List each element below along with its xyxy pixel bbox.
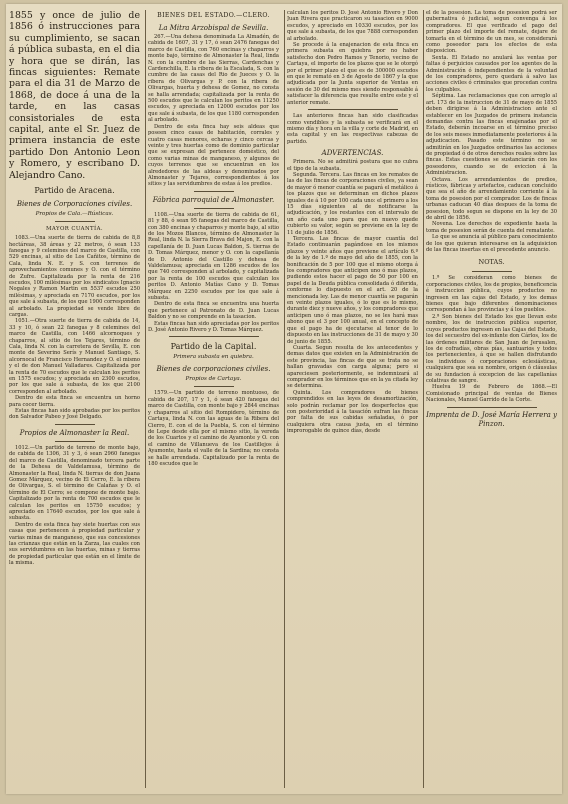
note-paragraph: 2.ª Son bienes del Estado los que llevan este nombre, los de instruccion pública superior, cuyos productos ingresen en las Cajas del Estado, los del secuestro del ex-infante don Cárlos, los de las órdenes militares de San Juan de Jerusalen, los de cofradías, obras pías, santuarios y todos los pertenecientes, á que se hallen disfrutando los individuos ó corporaciones eclesiásticas, cualquiera que sea su nombre, origen ó cláusulas de su fundacion á excepcion de las capellanías colativas de sangre. bbox=[426, 313, 557, 384]
divider bbox=[447, 407, 537, 408]
clause-paragraph: Cuarta. Segun resulta de los antecedentes y demas datos que existen en la Administración de este provincia, las fincas de que se trata no se hallan gravadas con carga alguna; pero si apareciesen posteriormente, se indemnizará al comprador en los términos que en la ya citada ley se determina. bbox=[287, 344, 418, 390]
note-paragraph: Dentro de esta finca hay seis aldeas que poseen cinco casas de habitación, corrales y cuatro casas menores, echaras y cinco cercas y veinte y tres huertas como de dominio particular que se expresan del pertenece doméstico, del como varias minas de manganeso, y algunos de cuyos terrenos que se encuentran en los alrededores de las aldeas y denominados por Almonaster y Tejares, correspondientes á los sitios y las servidumbres de estas á los predios. bbox=[148, 123, 279, 188]
column-rule bbox=[423, 10, 424, 788]
column-4 bbox=[426, 10, 557, 788]
subheading: Bienes de corporaciones civiles. bbox=[156, 365, 271, 374]
lot-paragraph: 1579.—Un partido de terreno montuoso, de cabida de 207, 17 y 1, ó sean 420 fanegas del marco de Castilla, con monte bajo y 2844 encinas y chaparros al sitio del Rompidero, término de Cartaya, linda N. con las aguas de la Ribera del Cierro, E. con el de la Puebla, S. con el término de Lepe desde ella por el mismo sitio, la vereda de los Cuartos y el camino de Ayamonte y O. con el camino de Villanueva de los Castillejos á Ayamonte, hasta el valle de la Sardina; no consta se halle arrendada. Capitalizado por la renta de 180 escudos que le bbox=[148, 390, 279, 467]
clause-paragraph: Segunda. Tercera. Las fincas en los remates de las de las fincas de corporaciones civiles, ya sean de mayor ó menor cuantía se pagará el metálico á los plazos que se determinan en dichos plazos iguales de á 10 por 100 cada uno: el primero a los 15 días siguientes al de notificarse la adjudicación, y los restantes con el intervalo de un año cada uno para que en nuevo quede cubierto su valor, según se previene en la ley de 11 de julio de 1856. bbox=[287, 171, 418, 236]
lead-paragraph: 1855 y once de julio de 1856 ó instrucciones para su cumplimiento, se sacan á pública subasta, en el dia y hora que se dirán, las fincas siguientes: Remate para el dia 31 de Marzo de 1868, de doce á una de la tarde, en las casas consistoriales de esta capital, ante el Sr. Juez de primera instancia de este partido Don Antonio Leon y Romero, y escribano D. Alejandro Cano. bbox=[9, 10, 140, 181]
note-paragraph: Dentro de esta finca hay siete huertas con sus casas que pertenecen á propiedad particular y varias minas de manganeso, que sus concesiones las crianzas que están en la Zarza, las cuales con sus servidumbres en las huertas, minas y tierras de propiedad particular que están en el límite de la misma. bbox=[9, 521, 140, 567]
divider bbox=[472, 271, 512, 272]
note-paragraph: Las anteriores fincas han sido clasificadas como vendibles y la subasta se verificará en el mismo día y hora en la villa y corte de Madrid, en esta capital y en las respectivas cabezas de partido. bbox=[287, 113, 418, 145]
signature-paragraph: Huelva 19 de Febrero de 1868.—El Comisionado principal de ventas de Bienes Nacionales, Manuel Garrido de la Corte. bbox=[426, 384, 557, 404]
column-3 bbox=[287, 10, 418, 788]
printer-imprint: Imprenta de D. José María Herrera y Pinzon. bbox=[426, 410, 557, 428]
lot-paragraph: 1083.—Una suerte de tierra de cabida de 8,8 hectáreas, 38 áreas y 22 metros, ó sean 133 fanegas y 9 celemines del marco de Castilla, con 529 encinas, al sitio de Los Cañitos, término de Cala, linda N. E. y S. con terrenos de aprovechamientos comunes y O. con el término de Zufre. Capitalizada por la renta de 216 escudos, 100 milésimas por los sindicatos Ignacio Nogales y Ramon Martin en 5537 escudos 250 milésimas, y apreciada en 7170 escudos, por los que sale á subasta, de los que 1900 corresponden al arbolado. La propiedad se vende libre de cargas. bbox=[9, 235, 140, 318]
divider bbox=[55, 441, 95, 442]
subheading: Bienes de Corporaciones civiles. bbox=[16, 200, 133, 209]
clause-paragraph: Séptima. Las reclamaciones que con arreglo al art. 173 de la instruccion de 31 de mayo de 1855 deben dirigirse á la Administracion ante el establecer en los Juzgados de primera instancia demandas contra las fincas enajenadas por el Estado, deberán incoarse en el término preciso de los seis meses inmediatamente posteriores á la adjudicacion. Pasado este término no se admitirán en los Juzgados ordinarios las acciones de propiedad ó de otros derechos reales sobre las fincas. Estas cuestiones se sustanciarán con los poseedores, cuando se de eviccion á la Administracion. bbox=[426, 93, 557, 177]
clause-paragraph: el de la posesion. La toma de posesion podrá ser gubernativa ó judicial, segun convenga á los compradores. El que verificado el pago del primer plazo del importe del remate, dejare de tomarla en el término de un mes, se considerará como poseedor para los efectos de esta disposicion. bbox=[426, 10, 557, 55]
lot-paragraph: 1051.—Otra suerte de tierra de cabida de 14, 33 y 10, ó sean 22 fanegas y 8 celemines del marco de Castilla, con 1466 alcornoques y chaparros, al sitio de los Tejares, término de Cala, linda N. con la carretera de Sevilla, E. con monte de Severino Serís y Manuel Santiago, S. alcornocal de Francisco Hernandez y O. el mismo y el de don Manuel Valladares. Capitalizada por la renta de 70 escudos que le calculan los peritos en 1575 escudos; y apreciada en 2300 escudos, por los que sale á subasta, de los que 2100 corresponden al arbolado. bbox=[9, 318, 140, 395]
divider bbox=[55, 221, 95, 222]
column-1 bbox=[9, 10, 140, 788]
clause-paragraph: Novena. Los derechos de expediente hasta la toma de posesion serán de cuenta del rematante. bbox=[426, 221, 557, 234]
lot-paragraph: calculan los peritos D. José Antonio Rivero y Don Juan Rivera que practicaron su tasacion en 9000 escudos, y apreciado en 10330 escudos, por los que sale á subasta, de los que 7888 corresponden al arbolado. bbox=[287, 10, 418, 42]
subheading: Fábrica parroquial de Almonaster. bbox=[152, 195, 275, 204]
column-rule bbox=[145, 10, 146, 788]
divider bbox=[194, 386, 234, 387]
lot-paragraph: 267.—Una dehesa denominada La Almadén, de cabida de 1607, 31 y 17, ó sean 2476 fanegas del marco de Castilla, con 760 encinas y chaparros y monte bajo, término de Almonaster la Real, linda N. con la cumbre de las Sierras, Cardenchas y Cardenchilla, E. la ribera de la Escalada, S. con la cumbre de las casas del Rio de Jueces y O. la ribera de Olivargas y P. con la ribera de Olivargas, huerta y dehesa de Gomez, no consta se halla arrendada; capitalizada por la renta de 500 escudos que le calculan los peritos en 11250 escudos, y apreciada en 12000 escudos por los que sale á subasta, de los que 1180 corresponden al arbolado. bbox=[148, 34, 279, 124]
section-heading: BIENES DEL ESTADO.—CLERO. bbox=[157, 12, 270, 19]
note-paragraph: Se procede á la enajenacion de esta finca en primera subasta en quiebra por no haber satisfecho don Pedro Ramos y Tenorio, vecino de Cartaya, el importe de los plazos que se le otorgó por el primer plazo el que es de 300000 escudos en que le remató en 3 de Agosto de 1867 y la que adjudicada por la Junta superior de Ventas en sesión de 30 del mismo mes siendo responsable á satisfacer la diferencia que resulte entre este y el anterior remate. bbox=[287, 42, 418, 106]
note-paragraph: Estas fincas han sido aprobadas por los peritos don Salvador Pabeo y José Delgado. bbox=[9, 408, 140, 421]
note-paragraph: Dentro de esta finca se encuentra un horno para cocer tierra. bbox=[9, 395, 140, 408]
lot-paragraph: 1012.—Un partido de terreno de monte bajo, de cabida de 1306, 31 y 3, ó sean 2960 fanegas del marco de Castilla, denominado tercera parte de la Dehesa de Valdelamusa, término de Almonaster la Real, linda N. tierras de don Juana Gomez Márquez, vecino de El Cerro, E. la ribera de Olivargas, S. el término de Calañas y O. el término de El Cerro; se compone de monte bajo. Capitalizado por la renta de 700 escudos que le calculan los peritos en 15750 escudos; y apreciado en 17640 escudos, por los que sale á subasta. bbox=[9, 444, 140, 522]
clause-paragraph: Lo que se anuncia al público para conocimiento de los que quieran interesarse en la adquisicion de las fincas insertas en el precedente anuncio. bbox=[426, 234, 557, 254]
subheading: Propios de Cartaya. bbox=[185, 376, 242, 383]
divider bbox=[55, 424, 95, 425]
clause-paragraph: Quinta. Los compradores de bienes comprendidos en las leyes de desamortización, solo podrán reclamar por los desperfectos que con posterioridad á la tasación sufran las fincas por falta de sus cabidas señaladas, ó por cualquiera otra causa justa, en el término improrogable de quince días, desde bbox=[287, 389, 418, 435]
section-heading: Partido de Aracena. bbox=[34, 186, 115, 196]
subheading: Primera subasta en quiebra. bbox=[173, 354, 254, 361]
note-paragraph: Dentro de esta finca se encuentra una huerta que pertenece al Patronato de D. Juan Lucas Baldon y no se comprende en la tasacion. bbox=[148, 301, 279, 321]
newspaper-page bbox=[6, 4, 562, 794]
note-paragraph: 1.ª Se consideran como bienes de corporaciones civiles, los de propios, beneficencia é instruccion pública, cuyos productos no ingresen en las cajas del Estado, y los demas bienes que bajo diferentes denominaciones correspondan á las provincias y á los pueblos. bbox=[426, 275, 557, 314]
column-2 bbox=[148, 10, 279, 788]
note-paragraph: Estas fincas han sido apreciadas por los peritos D. José Antonio Rivero y D. Tomas Márquez. bbox=[148, 320, 279, 334]
subheading: La Mitra Arzobispal de Sevilla. bbox=[158, 24, 269, 32]
column-rule bbox=[284, 10, 285, 788]
subheading: Propios de Cala.—Rústicas. bbox=[35, 211, 114, 218]
lot-paragraph: 1108.—Una suerte de tierra de cabida de 61, 81 y 88, ó sean 95 fanegas del marco de Castilla, con 380 encinas y chaparros y monte bajo, al sitio de los Mozos Blancos, término de Almonaster la Real, linda N. la Sierra Brava del Majon, E. con la capellanía de D. Juan Lucas Baldon, S. tierras de D. Tomas Márquez, menor y O. con la capellanía de D. Antonio del Castillo y dehesa de Valdelamusa; apreciada en 1286 escudos de los que 740 corresponden al arbolado, y capitalizada por la renta de 100 escudos que calculan los peritos D. Antonio Matías Cano y D. Tomas Márquez en 2250 escudos por los que sale á subasta. bbox=[148, 211, 279, 302]
divider bbox=[308, 109, 398, 110]
clause-paragraph: Octava. Los arrendamientos de predios, rústicos, fábricas y artefactos, caducan concluido que sea el año de arrendamiento corriente á la toma de posesion por el comprador. Los de fincas urbanas caducan 40 días despues de la toma de posesion, todo segun se dispone en la ley de 30 de abril de 1856. bbox=[426, 176, 557, 221]
section-heading: NOTAS. bbox=[478, 258, 505, 267]
divider bbox=[194, 191, 234, 192]
divider bbox=[169, 336, 259, 337]
category-label: MAYOR CUANTÍA. bbox=[46, 226, 103, 233]
clause-paragraph: Tercera. Las fincas de mayor cuantía del Estado continuarán pagándose en los mismos plazos y veinte años que previene el artículo 6.º de la ley de 1.º de mayo del año de 1855, con la bonificación de 5 por 100 que el mismo otorga á los compradores que anticipen uno ó mas plazos, pudiendo estos hacer el pago de 50 por 100 en papel de la Deuda pública consolidada ó diferida, conforme lo dispuesto en el art. 20 de la mencionada ley. Las de menor cuantía se pagarán en veinte plazos iguales, ó lo que es lo mismo, durante diez y nueve años, y los compradores que anticipen uno ó mas plazos, no se les hará mas abono que el 3 por 100 anual, en el concepto de que el pago ha de ejecutarse al tenor de lo dispuesto en las instrucciones de 31 de mayo y 30 de junio de 1855. bbox=[287, 236, 418, 345]
section-heading: ADVERTENCIAS. bbox=[321, 149, 384, 158]
clause-paragraph: Primera. No se admitirá postura que no cubra el tipo de la subasta. bbox=[287, 159, 418, 172]
divider bbox=[194, 208, 234, 209]
subheading: Propios de Almonaster la Real. bbox=[19, 428, 130, 437]
clause-paragraph: Sexta. El Estado no anulará las ventas por faltas ó perjuicios causados por los agentes de la Administración ó independientes de la voluntad de los compradores, pero quedará á salvo las acciones civiles ó criminales que procedan contra los culpables. bbox=[426, 54, 557, 93]
section-heading: Partido de la Capital. bbox=[170, 342, 257, 352]
